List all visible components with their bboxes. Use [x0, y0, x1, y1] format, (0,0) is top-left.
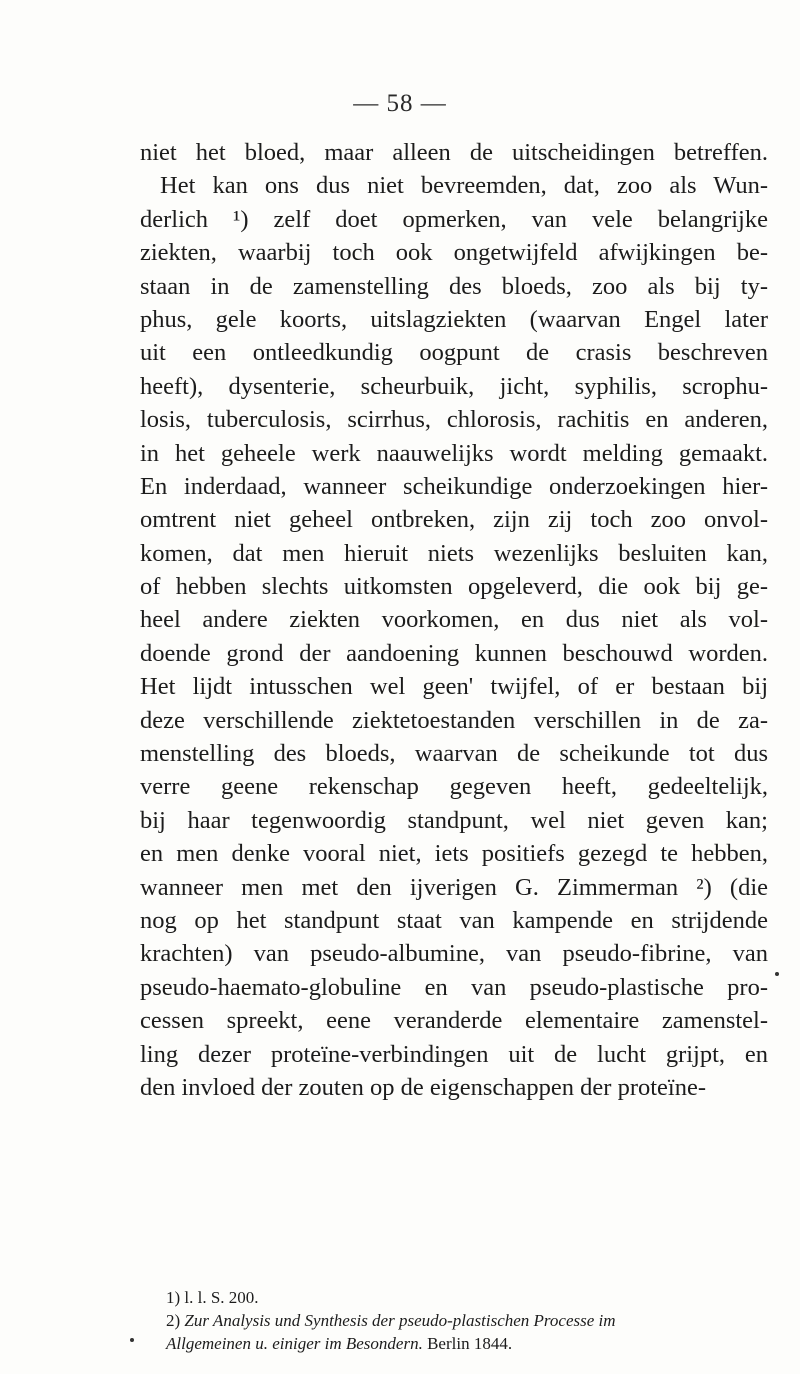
footnote-2-marker: 2) — [166, 1311, 181, 1330]
text-line: komen, dat men hieruit niets wezenlijks besluiten kan, — [140, 539, 768, 567]
text-line: menstelling des bloeds, waarvan de scheikunde tot dus — [140, 740, 768, 768]
footnote-1: 1) l. l. S. 200. — [166, 1288, 259, 1307]
text-line: staan in de zamenstelling des bloeds, zoo als bij ty- — [140, 272, 768, 300]
text-line: derlich ¹) zelf doet opmerken, van vele belangrijke — [140, 205, 768, 233]
text-line: niet het bloed, maar alleen de uitscheidingen betreffen. — [140, 139, 768, 166]
ink-speck — [130, 1338, 134, 1342]
text-line: pseudo-haemato-globuline en van pseudo-plastische pro- — [140, 973, 768, 1001]
text-line: verre geene rekenschap gegeven heeft, gedeeltelijk, — [140, 773, 768, 801]
text-line: cessen spreekt, eene veranderde elementaire zamenstel- — [140, 1007, 768, 1035]
page-number: — 58 — — [353, 90, 447, 117]
text-line: phus, gele koorts, uitslagziekten (waarvan Engel later — [140, 305, 768, 333]
text-line: den invloed der zouten op de eigenschappen der proteïne- — [140, 1073, 707, 1101]
text-line: krachten) van pseudo-albumine, van pseudo-fibrine, van — [140, 940, 768, 968]
text-line: uit een ontleedkundig oogpunt de crasis beschreven — [140, 339, 768, 367]
text-line: Het lijdt intusschen wel geen' twijfel, of er bestaan bij — [140, 673, 768, 701]
text-line: nog op het standpunt staat van kampende en strijdende — [140, 906, 768, 934]
text-line: losis, tuberculosis, scirrhus, chlorosis, rachitis en anderen, — [140, 406, 768, 434]
text-line: in het geheele werk naauwelijks wordt melding gemaakt. — [140, 439, 768, 467]
text-line: wanneer men met den ijverigen G. Zimmerman ²) (die — [140, 873, 768, 901]
text-line: bij haar tegenwoordig standpunt, wel niet geven kan; — [140, 806, 768, 834]
footnote-2-place: Berlin 1844. — [427, 1334, 513, 1353]
text-line: omtrent niet geheel ontbreken, zijn zij toch zoo onvol- — [140, 506, 768, 534]
text-line: ling dezer proteïne-verbindingen uit de lucht grijpt, en — [140, 1040, 768, 1068]
footnote-2-title: Zur Analysis und Synthesis der pseudo-plastischen Processe im — [184, 1311, 616, 1330]
text-line: of hebben slechts uitkomsten opgeleverd, die ook bij ge- — [140, 573, 768, 601]
text-line: En inderdaad, wanneer scheikundige onderzoekingen hier- — [140, 472, 768, 500]
footnote-2 — [166, 1309, 766, 1332]
ink-speck — [775, 972, 779, 976]
text-line: en men denke vooral niet, iets positiefs gezegd te hebben, — [140, 840, 768, 868]
body-text — [140, 136, 768, 1104]
footnotes — [166, 1286, 766, 1355]
text-line: Het kan ons dus niet bevreemden, dat, zoo als Wun- — [160, 172, 768, 200]
text-line: heeft), dysenterie, scheurbuik, jicht, syphilis, scrophu- — [140, 372, 768, 400]
text-line: deze verschillende ziektetoestanden verschillen in de za- — [140, 706, 768, 734]
footnote-2-title-cont: Allgemeinen u. einiger im Besondern. — [166, 1334, 423, 1353]
text-line: ziekten, waarbij toch ook ongetwijfeld afwijkingen be- — [140, 239, 768, 267]
text-line: doende grond der aandoening kunnen beschouwd worden. — [140, 639, 768, 667]
text-line: heel andere ziekten voorkomen, en dus niet als vol- — [140, 606, 768, 634]
footnote-2-continued — [166, 1332, 766, 1355]
